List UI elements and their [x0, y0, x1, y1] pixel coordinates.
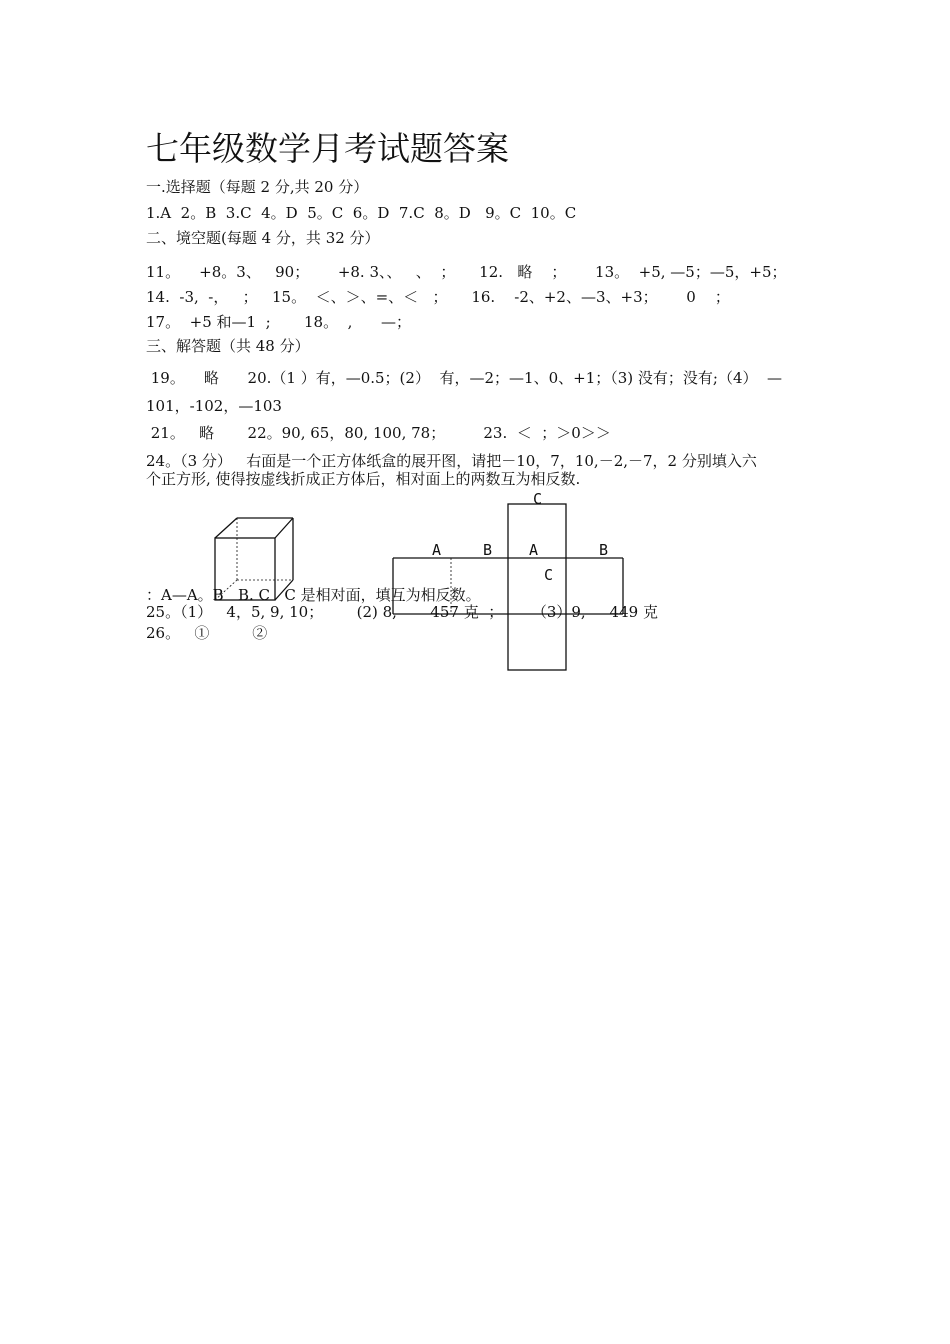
net-label-center: C: [544, 566, 554, 584]
net-label-top: C: [533, 490, 543, 508]
question-26-answer: 26。 ① ②: [146, 624, 268, 642]
question-25-answer: 25。（1） 4，5, 9, 10； (2) 8, 457 克 ； （3）9, 449 克: [146, 603, 658, 621]
question-24-line-1: 24。（3 分） 右面是一个正方体纸盒的展开图，请把－10，7，10,－2,－7，2 分别填入六: [146, 452, 757, 470]
section-1-answers: 1.A 2。B 3.C 4。D 5。C 6。D 7.C 8。D 9。C 10。C: [146, 204, 577, 222]
section-3-header: 三、解答题（共 48 分）: [146, 337, 310, 355]
section-3-line-1: 19。 略 20.（1 ）有，—0.5；(2） 有，—2；—1、0、+1；（3) 没有；没有;（4） —: [146, 369, 783, 387]
question-24-line-2: 个正方形, 使得按虚线折成正方体后，相对面上的两数互为相反数.: [146, 470, 581, 488]
section-2-header: 二、境空题(每题 4 分，共 32 分）: [146, 229, 380, 247]
question-24-answer: ：A—A。B B. C C 是相对面，填互为相反数。: [146, 586, 481, 604]
section-3-line-3: 21。 略 22。90, 65，80, 100, 78； 23. ＜ ；＞0＞＞: [146, 424, 611, 442]
section-1-header: 一.选择题（每题 2 分,共 20 分）: [146, 178, 369, 196]
page-title: 七年级数学月考试题答案: [146, 129, 509, 168]
section-3-line-2: 101，-102，—103: [146, 397, 282, 415]
section-2-line-1: 11。 +8。3、 90； +8. 3、、 、 ； 12. 略 ； 13。 +5, —5；—5，+5；: [146, 263, 787, 281]
net-label-b-right: B: [599, 541, 609, 559]
net-label-a-left: A: [432, 541, 442, 559]
section-2-line-3: 17。 +5 和—1 ; 18。 , —；: [146, 313, 412, 331]
section-2-line-2: 14. -3, -， ； 15。 ＜、＞、=、＜ ； 16. -2、+2、—3、+3； 0 ；: [146, 288, 730, 306]
net-label-b-left: B: [483, 541, 493, 559]
net-label-a-right: A: [529, 541, 539, 559]
